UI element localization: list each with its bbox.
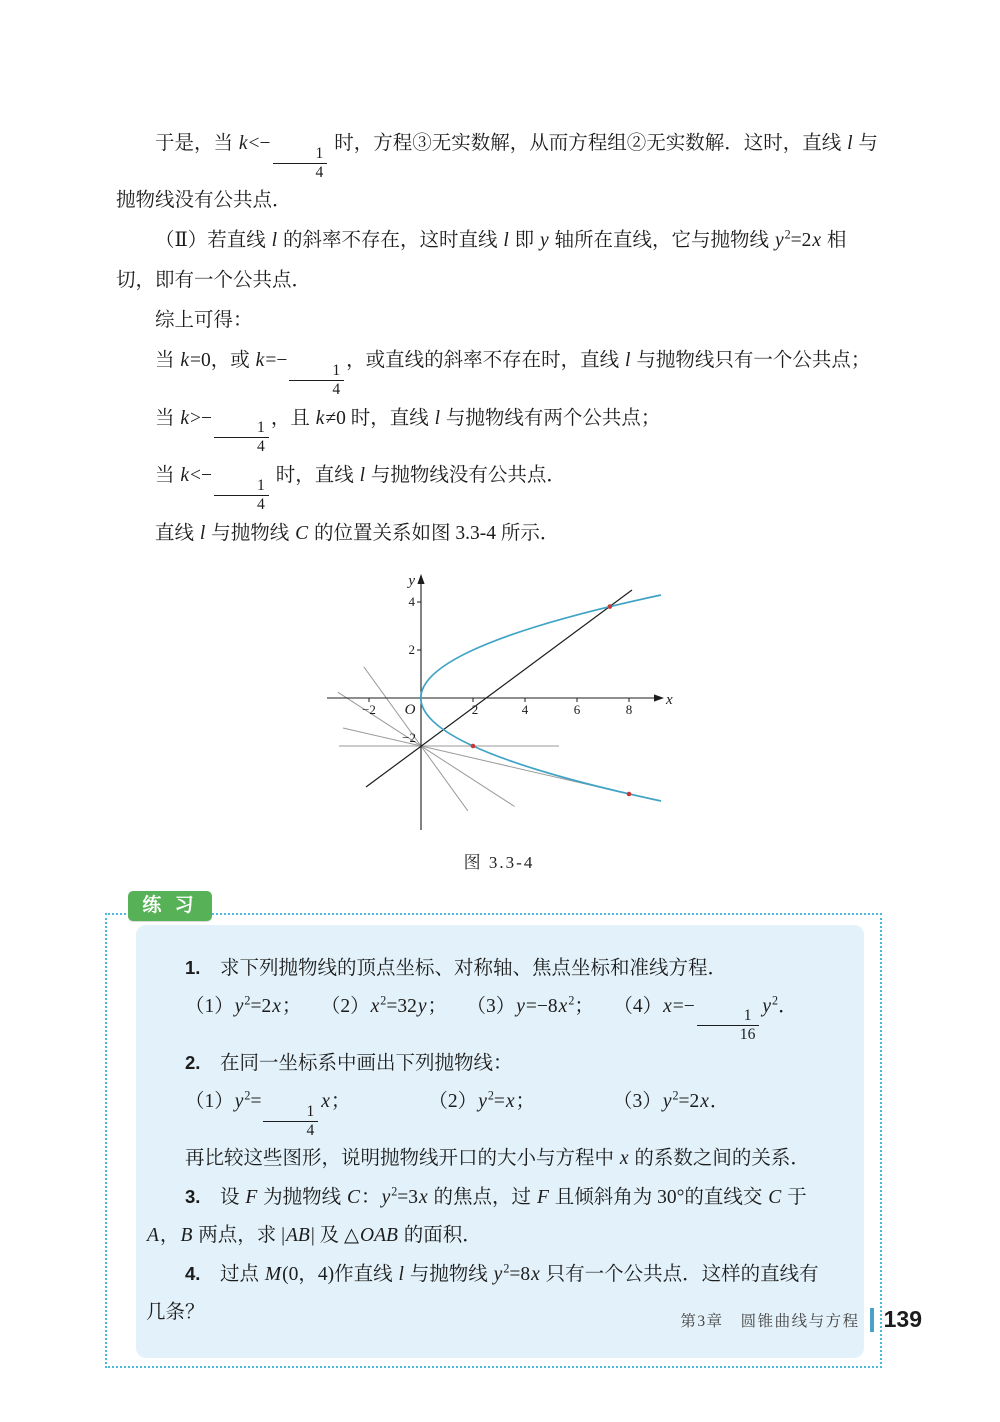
practice-item-2-note: 再比较这些图形，说明抛物线开口的大小与方程中 x 的系数之间的关系． xyxy=(185,1147,810,1169)
point-upper-intersection xyxy=(608,604,613,609)
figure-3-3-4 xyxy=(116,568,882,873)
footer-divider-bar xyxy=(870,1308,874,1332)
practice-item-2: 2. 在同一坐标系中画出下列抛物线： xyxy=(185,1052,513,1075)
practice-item-4: 4. 过点 M(0，4)作直线 l 与抛物线 $y^2=8x$ 只有一个公共点．这样的直线有几条？ xyxy=(146,1261,819,1323)
point-horizontal-intersection xyxy=(471,743,476,748)
practice-box xyxy=(136,925,864,1358)
solution-text xyxy=(116,124,882,554)
x-axis-label: x xyxy=(666,691,673,708)
parabola-line-graph xyxy=(319,568,679,836)
paragraph-case-no-points: 当 k<− $\frac{1}{4}$ 时，直线 l 与抛物线没有公共点． xyxy=(155,465,566,513)
y-tick-label-4: 4 xyxy=(408,593,415,609)
page-number: 139 xyxy=(883,1306,922,1332)
x-tick-label-6: 6 xyxy=(573,701,581,717)
practice-item-3: 3. 设 F 为抛物线 C：$y^2=3x$ 的焦点，过 F 且倾斜角为 30°的直线交 C 于 A，B 两点，求 |AB| 及 △OAB 的面积． xyxy=(147,1184,807,1246)
point-tangency xyxy=(627,791,632,796)
paragraph-conclusion-no-solution: 于是，当 k<− $\frac{1}{4}$ 时，方程③无实数解，从而方程组②无实数解．这时，直线 l 与抛物线没有公共点． xyxy=(116,133,878,212)
paragraph-summary-lead: 综上可得： xyxy=(155,310,253,332)
x-tick-label-4: 4 xyxy=(521,701,529,717)
y-tick-label-2: 2 xyxy=(408,641,415,657)
paragraph-case-2: （Ⅱ）若直线 l 的斜率不存在，这时直线 l 即 y 轴所在直线，它与抛物线 $y^2=2x$ 相切，即有一个公共点． xyxy=(116,227,847,292)
page-footer xyxy=(680,1306,922,1333)
x-tick-label-8: 8 xyxy=(625,701,633,717)
origin-label: O xyxy=(404,701,416,718)
y-axis-arrow xyxy=(417,574,424,584)
chapter-title: 第3章 圆锥曲线与方程 xyxy=(680,1312,860,1330)
paragraph-case-one-point: 当 k=0，或 k=− $\frac{1}{4}$ ，或直线的斜率不存在时，直线 l 与抛物线只有一个公共点； xyxy=(155,350,871,398)
figure-caption: 图 3.3-4 xyxy=(463,852,535,872)
practice-item-1: 1. 求下列抛物线的顶点坐标、对称轴、焦点坐标和准线方程． xyxy=(185,956,727,979)
y-tick-label-neg2: −2 xyxy=(402,729,416,745)
x-axis-arrow xyxy=(654,694,664,701)
paragraph-case-two-points: 当 k>− $\frac{1}{4}$ ，且 k≠0 时，直线 l 与抛物线有两个公共点； xyxy=(155,407,661,456)
paragraph-figure-reference: 直线 l 与抛物线 C 的位置关系如图 3.3-4 所示． xyxy=(155,522,560,544)
y-axis-label: y xyxy=(408,572,415,589)
practice-section xyxy=(116,891,882,1358)
x-tick-label-2: 2 xyxy=(471,701,479,717)
x-tick-label-neg2: −2 xyxy=(362,701,376,717)
practice-item-1-equations: $(1)y^2=2x$； $(2)x^2=32y$； $(3)y=-8x^2$； （4）x=− $\frac{1}{16}$ $y^2$． xyxy=(185,993,798,1044)
practice-item-2-equations: $(1)y^2=$ $\frac{1}{4}$ x； $(2)y^2=x$； $(3)y^2=2x$． xyxy=(185,1088,730,1139)
practice-label: 练 习 xyxy=(128,891,212,921)
